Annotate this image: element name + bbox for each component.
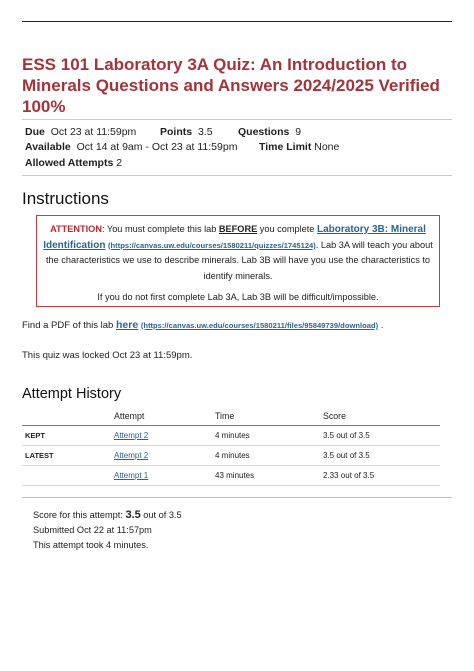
available-field xyxy=(25,140,237,154)
attempt-history-table xyxy=(22,408,440,486)
attention-text-1: : You must complete this lab xyxy=(101,224,219,234)
score-value: 3.5 xyxy=(125,509,141,521)
due-label: Due xyxy=(25,126,45,138)
header-time: Time xyxy=(215,411,235,421)
time-limit-field xyxy=(259,140,339,154)
pdf-suffix: . xyxy=(380,320,384,331)
instructions-heading: Instructions xyxy=(22,189,109,208)
pdf-link[interactable]: here xyxy=(115,319,139,331)
time-limit-value: None xyxy=(314,141,340,153)
attention-text-3: . Lab 3A will teach you about the characteristics we use to describe minerals. Lab 3B will have you use the characteristics to identify minerals. xyxy=(45,239,433,281)
attempt-score: 2.33 out of 3.5 xyxy=(323,471,375,480)
attempt-link[interactable]: Attempt 2 xyxy=(114,451,149,460)
table-row xyxy=(22,446,440,466)
locked-notice: This quiz was locked Oct 23 at 11:59pm. xyxy=(22,350,193,361)
attempt-time: 4 minutes xyxy=(215,431,250,440)
top-rule xyxy=(22,21,452,22)
attempt-score: 3.5 out of 3.5 xyxy=(323,451,370,460)
before-emphasis: BEFORE xyxy=(218,224,258,234)
attempt-score: 3.5 out of 3.5 xyxy=(323,431,370,440)
attention-label: ATTENTION xyxy=(50,224,102,234)
attention-text xyxy=(43,222,433,284)
available-value: Oct 14 at 9am - Oct 23 at 11:59pm xyxy=(76,141,238,153)
available-label: Available xyxy=(25,141,71,153)
allowed-attempts-value: 2 xyxy=(116,157,123,169)
lab-3b-url[interactable]: (https://canvas.uw.edu/courses/1580211/quizzes/1745124) xyxy=(108,240,316,250)
header-score: Score xyxy=(323,411,346,421)
row-label: LATEST xyxy=(25,451,54,460)
submitted-text: Submitted Oct 22 at 11:57pm xyxy=(33,525,152,535)
points-label: Points xyxy=(160,126,193,138)
warning-text: If you do not first complete Lab 3A, Lab 3B will be difficult/impossible. xyxy=(97,292,379,302)
table-header xyxy=(22,408,440,426)
attempt-link[interactable]: Attempt 1 xyxy=(114,471,149,480)
row-label: KEPT xyxy=(25,431,46,440)
points-field xyxy=(160,125,213,139)
attention-box xyxy=(36,215,440,307)
attempt-time: 43 minutes xyxy=(215,471,255,480)
attempt-history-heading: Attempt History xyxy=(22,386,122,402)
table-row xyxy=(22,466,440,486)
page-title: ESS 101 Laboratory 3A Quiz: An Introduction to Minerals Questions and Answers 2024/2025 Verified 100% xyxy=(22,55,440,116)
points-value: 3.5 xyxy=(197,126,213,138)
due-field xyxy=(25,125,136,139)
divider-meta xyxy=(22,175,452,176)
pdf-line xyxy=(22,319,383,331)
pdf-url[interactable]: (https://canvas.uw.edu/courses/1580211/files/95849739/download) xyxy=(140,321,379,330)
questions-label: Questions xyxy=(238,126,290,138)
attempt-link[interactable]: Attempt 2 xyxy=(114,431,149,440)
divider-top xyxy=(22,119,452,120)
attention-text-2: you complete xyxy=(257,224,317,234)
questions-value: 9 xyxy=(295,126,302,138)
time-limit-label: Time Limit xyxy=(259,141,312,153)
score-prefix: Score for this attempt: xyxy=(33,510,126,520)
score-summary xyxy=(33,509,182,521)
score-suffix: out of 3.5 xyxy=(140,510,182,520)
header-attempt: Attempt xyxy=(114,411,145,421)
allowed-attempts-field xyxy=(25,156,122,170)
table-row xyxy=(22,426,440,446)
pdf-prefix: Find a PDF of this lab xyxy=(22,320,116,331)
due-value: Oct 23 at 11:59pm xyxy=(50,126,137,138)
allowed-attempts-label: Allowed Attempts xyxy=(25,157,114,169)
lab-3b-link[interactable]: Laboratory 3B: Mineral Identification xyxy=(43,224,426,251)
duration-text: This attempt took 4 minutes. xyxy=(33,540,149,550)
questions-field xyxy=(238,125,301,139)
summary-divider xyxy=(22,497,452,498)
attempt-time: 4 minutes xyxy=(215,451,250,460)
